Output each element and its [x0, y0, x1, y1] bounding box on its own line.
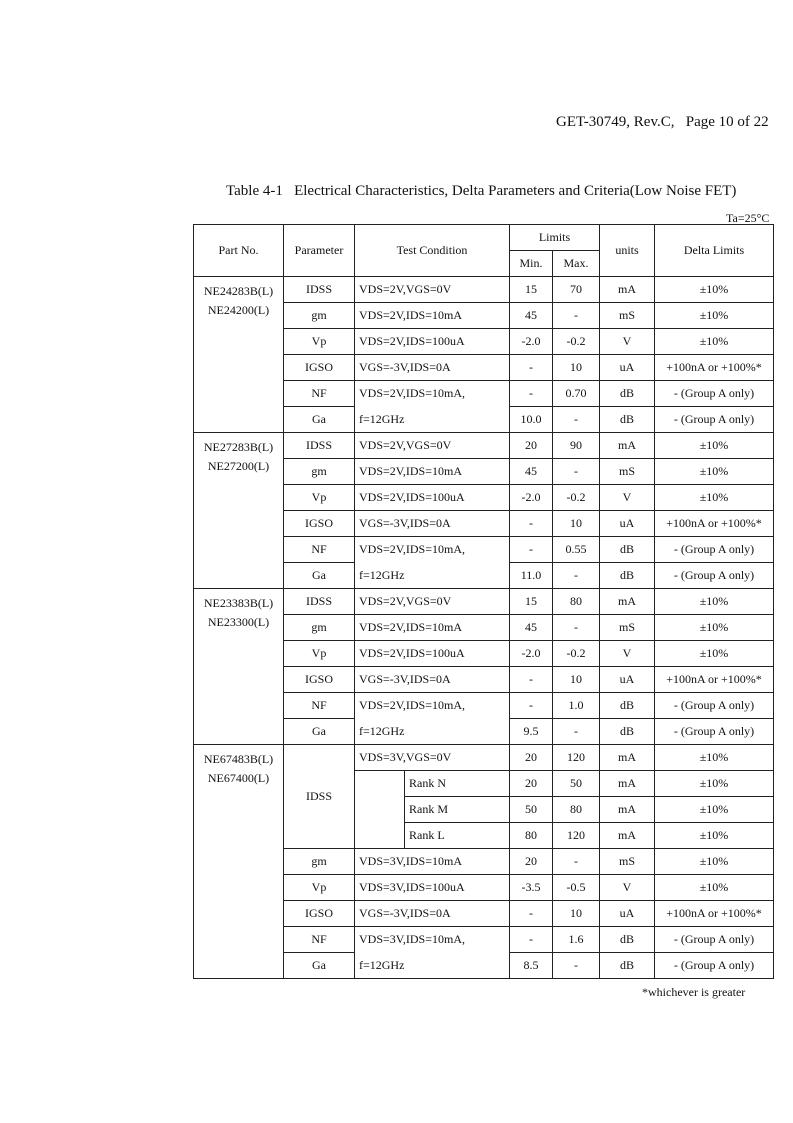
- min-cell: -3.5: [510, 875, 553, 901]
- test-condition-cell: f=12GHz: [355, 407, 510, 433]
- parameter-cell: Ga: [284, 407, 355, 433]
- delta-cell: ±10%: [655, 277, 774, 303]
- parameter-cell: Vp: [284, 875, 355, 901]
- min-cell: -: [510, 927, 553, 953]
- parameter-cell: IDSS: [284, 433, 355, 459]
- parameter-cell: gm: [284, 459, 355, 485]
- parameter-cell: Ga: [284, 953, 355, 979]
- units-cell: mA: [600, 771, 655, 797]
- min-cell: -: [510, 667, 553, 693]
- parameter-cell: NF: [284, 537, 355, 563]
- max-cell: 1.0: [553, 693, 600, 719]
- table-row: [194, 277, 774, 303]
- parameter-cell: IDSS: [284, 277, 355, 303]
- part-number-cell: [194, 589, 284, 745]
- max-cell: 120: [553, 745, 600, 771]
- test-condition-cell: VDS=2V,IDS=100uA: [355, 485, 510, 511]
- delta-cell: ±10%: [655, 849, 774, 875]
- units-cell: uA: [600, 511, 655, 537]
- part-number: NE27283B(L): [203, 440, 274, 454]
- test-condition-cell: VGS=-3V,IDS=0A: [355, 667, 510, 693]
- ambient-temperature: Ta=25°C: [726, 211, 770, 225]
- max-cell: -: [553, 615, 600, 641]
- col-min: Min.: [510, 251, 553, 277]
- units-cell: uA: [600, 901, 655, 927]
- parameter-cell: IDSS: [284, 745, 355, 849]
- units-cell: dB: [600, 953, 655, 979]
- units-cell: mS: [600, 615, 655, 641]
- part-number: NE24283B(L): [203, 284, 274, 298]
- units-cell: mA: [600, 277, 655, 303]
- max-cell: -: [553, 849, 600, 875]
- min-cell: 50: [510, 797, 553, 823]
- min-cell: -: [510, 355, 553, 381]
- units-cell: dB: [600, 927, 655, 953]
- col-delta-limits: Delta Limits: [655, 225, 774, 277]
- units-cell: mS: [600, 849, 655, 875]
- test-condition-cell: VGS=-3V,IDS=0A: [355, 511, 510, 537]
- units-cell: V: [600, 485, 655, 511]
- max-cell: 10: [553, 511, 600, 537]
- units-cell: dB: [600, 693, 655, 719]
- electrical-characteristics-table: [193, 224, 774, 979]
- min-cell: -2.0: [510, 485, 553, 511]
- table-row: [194, 589, 774, 615]
- table-title: Table 4-1 Electrical Characteristics, Delta Parameters and Criteria(Low Noise FET): [226, 183, 737, 199]
- col-parameter: Parameter: [284, 225, 355, 277]
- units-cell: mA: [600, 433, 655, 459]
- parameter-cell: gm: [284, 303, 355, 329]
- max-cell: 10: [553, 355, 600, 381]
- document-reference: GET-30749, Rev.C,: [556, 114, 675, 130]
- test-condition-cell: VDS=2V,IDS=10mA: [355, 459, 510, 485]
- test-condition-cell: VGS=-3V,IDS=0A: [355, 901, 510, 927]
- min-cell: -: [510, 511, 553, 537]
- col-limits: Limits: [510, 225, 600, 251]
- units-cell: mS: [600, 459, 655, 485]
- delta-cell: - (Group A only): [655, 407, 774, 433]
- test-condition-cell: VDS=2V,VGS=0V: [355, 589, 510, 615]
- page-number: Page 10 of 22: [685, 114, 769, 130]
- max-cell: 1.6: [553, 927, 600, 953]
- delta-cell: - (Group A only): [655, 953, 774, 979]
- units-cell: mA: [600, 823, 655, 849]
- min-cell: 20: [510, 745, 553, 771]
- rank-cell: Rank M: [405, 797, 510, 823]
- header-row: [194, 225, 774, 251]
- page-header: [556, 114, 769, 131]
- max-cell: 0.70: [553, 381, 600, 407]
- col-max: Max.: [553, 251, 600, 277]
- parameter-cell: Vp: [284, 485, 355, 511]
- delta-cell: ±10%: [655, 485, 774, 511]
- max-cell: -0.2: [553, 329, 600, 355]
- units-cell: mA: [600, 589, 655, 615]
- min-cell: 80: [510, 823, 553, 849]
- part-number: NE67400(L): [207, 771, 270, 785]
- min-cell: 9.5: [510, 719, 553, 745]
- delta-cell: ±10%: [655, 641, 774, 667]
- units-cell: V: [600, 641, 655, 667]
- test-condition-cell: VDS=2V,IDS=100uA: [355, 329, 510, 355]
- parameter-cell: NF: [284, 381, 355, 407]
- delta-cell: ±10%: [655, 797, 774, 823]
- delta-cell: ±10%: [655, 771, 774, 797]
- units-cell: mS: [600, 303, 655, 329]
- min-cell: 45: [510, 303, 553, 329]
- test-condition-cell: VDS=2V,VGS=0V: [355, 433, 510, 459]
- delta-cell: ±10%: [655, 615, 774, 641]
- parameter-cell: IGSO: [284, 511, 355, 537]
- min-cell: -: [510, 901, 553, 927]
- max-cell: 10: [553, 901, 600, 927]
- delta-cell: ±10%: [655, 459, 774, 485]
- test-condition-cell: f=12GHz: [355, 953, 510, 979]
- min-cell: 8.5: [510, 953, 553, 979]
- parameter-cell: IGSO: [284, 667, 355, 693]
- test-condition-cell: VDS=3V,VGS=0V: [355, 745, 510, 771]
- delta-cell: +100nA or +100%*: [655, 667, 774, 693]
- part-number-cell: [194, 433, 284, 589]
- test-condition-cell: VGS=-3V,IDS=0A: [355, 355, 510, 381]
- min-cell: 20: [510, 771, 553, 797]
- part-number: NE23383B(L): [203, 596, 274, 610]
- rank-cell: Rank N: [405, 771, 510, 797]
- parameter-cell: gm: [284, 849, 355, 875]
- min-cell: -: [510, 537, 553, 563]
- part-number: NE23300(L): [207, 615, 270, 629]
- parameter-cell: NF: [284, 927, 355, 953]
- max-cell: -0.5: [553, 875, 600, 901]
- col-test-condition: Test Condition: [355, 225, 510, 277]
- units-cell: dB: [600, 381, 655, 407]
- max-cell: -: [553, 563, 600, 589]
- part-number: NE24200(L): [207, 303, 270, 317]
- max-cell: -: [553, 719, 600, 745]
- parameter-cell: Vp: [284, 329, 355, 355]
- max-cell: 10: [553, 667, 600, 693]
- test-condition-cell: VDS=3V,IDS=10mA,: [355, 927, 510, 953]
- parameter-cell: Vp: [284, 641, 355, 667]
- max-cell: 120: [553, 823, 600, 849]
- units-cell: V: [600, 875, 655, 901]
- parameter-cell: IGSO: [284, 901, 355, 927]
- units-cell: mA: [600, 797, 655, 823]
- delta-cell: +100nA or +100%*: [655, 355, 774, 381]
- min-cell: 15: [510, 589, 553, 615]
- parameter-cell: IGSO: [284, 355, 355, 381]
- delta-cell: ±10%: [655, 303, 774, 329]
- test-condition-cell: VDS=2V,IDS=100uA: [355, 641, 510, 667]
- part-number: NE67483B(L): [203, 752, 274, 766]
- units-cell: mA: [600, 745, 655, 771]
- test-condition-cell: f=12GHz: [355, 719, 510, 745]
- min-cell: 10.0: [510, 407, 553, 433]
- max-cell: -0.2: [553, 485, 600, 511]
- max-cell: 50: [553, 771, 600, 797]
- delta-cell: ±10%: [655, 823, 774, 849]
- max-cell: -: [553, 303, 600, 329]
- delta-cell: ±10%: [655, 329, 774, 355]
- max-cell: -: [553, 407, 600, 433]
- test-condition-cell: VDS=3V,IDS=100uA: [355, 875, 510, 901]
- test-condition-cell: VDS=2V,IDS=10mA,: [355, 693, 510, 719]
- test-condition-cell: VDS=3V,IDS=10mA: [355, 849, 510, 875]
- delta-cell: - (Group A only): [655, 719, 774, 745]
- min-cell: -: [510, 381, 553, 407]
- test-condition-cell: VDS=2V,IDS=10mA: [355, 615, 510, 641]
- parameter-cell: NF: [284, 693, 355, 719]
- min-cell: 15: [510, 277, 553, 303]
- min-cell: -2.0: [510, 329, 553, 355]
- units-cell: dB: [600, 563, 655, 589]
- parameter-cell: Ga: [284, 719, 355, 745]
- parameter-cell: IDSS: [284, 589, 355, 615]
- footnote: *whichever is greater: [642, 985, 746, 999]
- delta-cell: - (Group A only): [655, 381, 774, 407]
- min-cell: -: [510, 693, 553, 719]
- delta-cell: +100nA or +100%*: [655, 901, 774, 927]
- min-cell: -2.0: [510, 641, 553, 667]
- max-cell: -0.2: [553, 641, 600, 667]
- part-number-cell: [194, 277, 284, 433]
- units-cell: V: [600, 329, 655, 355]
- rank-spacer-cell: [355, 771, 405, 849]
- max-cell: 0.55: [553, 537, 600, 563]
- max-cell: -: [553, 459, 600, 485]
- delta-cell: - (Group A only): [655, 927, 774, 953]
- delta-cell: ±10%: [655, 875, 774, 901]
- units-cell: dB: [600, 537, 655, 563]
- delta-cell: ±10%: [655, 433, 774, 459]
- delta-cell: - (Group A only): [655, 693, 774, 719]
- delta-cell: ±10%: [655, 745, 774, 771]
- max-cell: 90: [553, 433, 600, 459]
- parameter-cell: Ga: [284, 563, 355, 589]
- min-cell: 45: [510, 615, 553, 641]
- max-cell: -: [553, 953, 600, 979]
- units-cell: uA: [600, 355, 655, 381]
- col-units: units: [600, 225, 655, 277]
- col-part-no: Part No.: [194, 225, 284, 277]
- parameter-cell: gm: [284, 615, 355, 641]
- delta-cell: +100nA or +100%*: [655, 511, 774, 537]
- min-cell: 20: [510, 433, 553, 459]
- min-cell: 11.0: [510, 563, 553, 589]
- min-cell: 20: [510, 849, 553, 875]
- units-cell: dB: [600, 407, 655, 433]
- table-row: [194, 433, 774, 459]
- max-cell: 80: [553, 589, 600, 615]
- units-cell: dB: [600, 719, 655, 745]
- delta-cell: - (Group A only): [655, 563, 774, 589]
- max-cell: 70: [553, 277, 600, 303]
- test-condition-cell: f=12GHz: [355, 563, 510, 589]
- min-cell: 45: [510, 459, 553, 485]
- delta-cell: ±10%: [655, 589, 774, 615]
- rank-cell: Rank L: [405, 823, 510, 849]
- test-condition-cell: VDS=2V,IDS=10mA: [355, 303, 510, 329]
- table-row: [194, 745, 774, 771]
- part-number: NE27200(L): [207, 459, 270, 473]
- part-number-cell: [194, 745, 284, 979]
- test-condition-cell: VDS=2V,VGS=0V: [355, 277, 510, 303]
- units-cell: uA: [600, 667, 655, 693]
- test-condition-cell: VDS=2V,IDS=10mA,: [355, 537, 510, 563]
- test-condition-cell: VDS=2V,IDS=10mA,: [355, 381, 510, 407]
- max-cell: 80: [553, 797, 600, 823]
- delta-cell: - (Group A only): [655, 537, 774, 563]
